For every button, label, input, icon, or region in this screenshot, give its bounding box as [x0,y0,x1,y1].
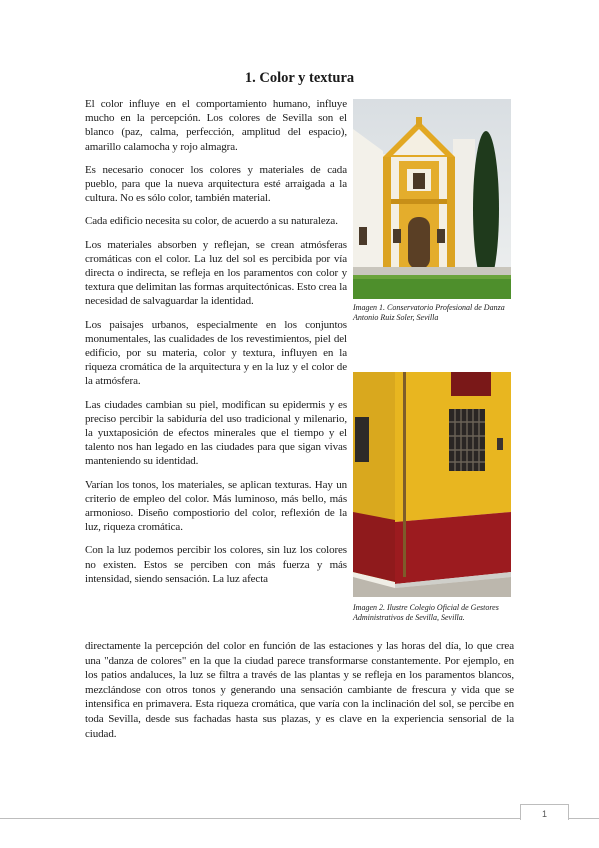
paragraph: Cada edificio necesita su color, de acuerdo a su naturaleza. [85,215,338,228]
page-number: 1 [520,804,569,820]
footer-rule [0,818,599,819]
baroque-facade-photo [353,99,511,299]
paragraph: Es necesario conocer los colores y materiales de cada pueblo, para que la nueva arquitectura esté arraigada a la cultura. No es sólo color, también material. [85,163,347,205]
text-column [85,97,347,595]
section-heading: 1. Color y textura [244,70,355,86]
figure-caption: Imagen 1. Conservatorio Profesional de Danza Antonio Ruiz Soler, Sevilla [353,303,505,322]
yellow-red-wall-photo [353,372,511,597]
paragraph: Las ciudades cambian su piel, modifican su epidermis y es preciso percibir la sabiduría del uso tradicional y milenario, la yuxtaposición de efectos minerales que el tiempo y el talento nos han legado en las ciudades para que sigan vivas manteniendo su identidad. [85,398,347,468]
paragraph: Los paisajes urbanos, especialmente en los conjuntos monumentales, las cualidades de los revestimientos, piel del edificio, por su materia, color y textura, influyen en la riqueza cromática de la arquitectura y en la luz y el color de la atmósfera. [85,318,347,388]
figure-caption: Imagen 2. Ilustre Colegio Oficial de Gestores Administrativos de Sevilla, Sevilla. [353,603,499,622]
paragraph-continuation: directamente la percepción del color en función de las estaciones y las horas del día, lo que crea una "danza de colores" en la que la ciudad parece transformarse constantemente. Por ejemplo, en los patios andaluces, la luz se filtra a través de las plantas y se refleja en los paramentos blancos, mezclándose con otros tonos y generando una sensación cambiante de frescura y vida que se intensifica en primavera. Esta riqueza cromática, que varía con la inclinación del sol, se percibe en toda Sevilla, desde sus fachadas hasta sus plazas, y es clave en la experiencia sensorial de la ciudad. [85,640,514,740]
paragraph: Los materiales absorben y reflejan, se crean atmósferas cromáticas con el color. La luz del sol es percibida por vía directa o indirecta, se refleja en los paramentos con color y textura que delimitan las formas arquitectónicas. Esto crea la necesidad de salvaguardar la identidad. [85,238,347,308]
paragraph: Con la luz podemos percibir los colores, sin luz los colores no existen. Estos se perciben con más fuerza y más intensidad, siendo sensación. La luz afecta [85,544,347,585]
paragraph: El color influye en el comportamiento humano, influye mucho en la percepción. Los colores de Sevilla son el blanco (paz, calma, perfección, amplitud del espacio), amarillo calamocha y rojo almagra. [85,98,347,153]
paragraph: Varían los tonos, los materiales, se aplican texturas. Hay un criterio de empleo del color. Más luminoso, más bello, más armonioso. Diseño compostiorio del color, reflexión de la luz, riqueza cromática. [85,478,347,534]
